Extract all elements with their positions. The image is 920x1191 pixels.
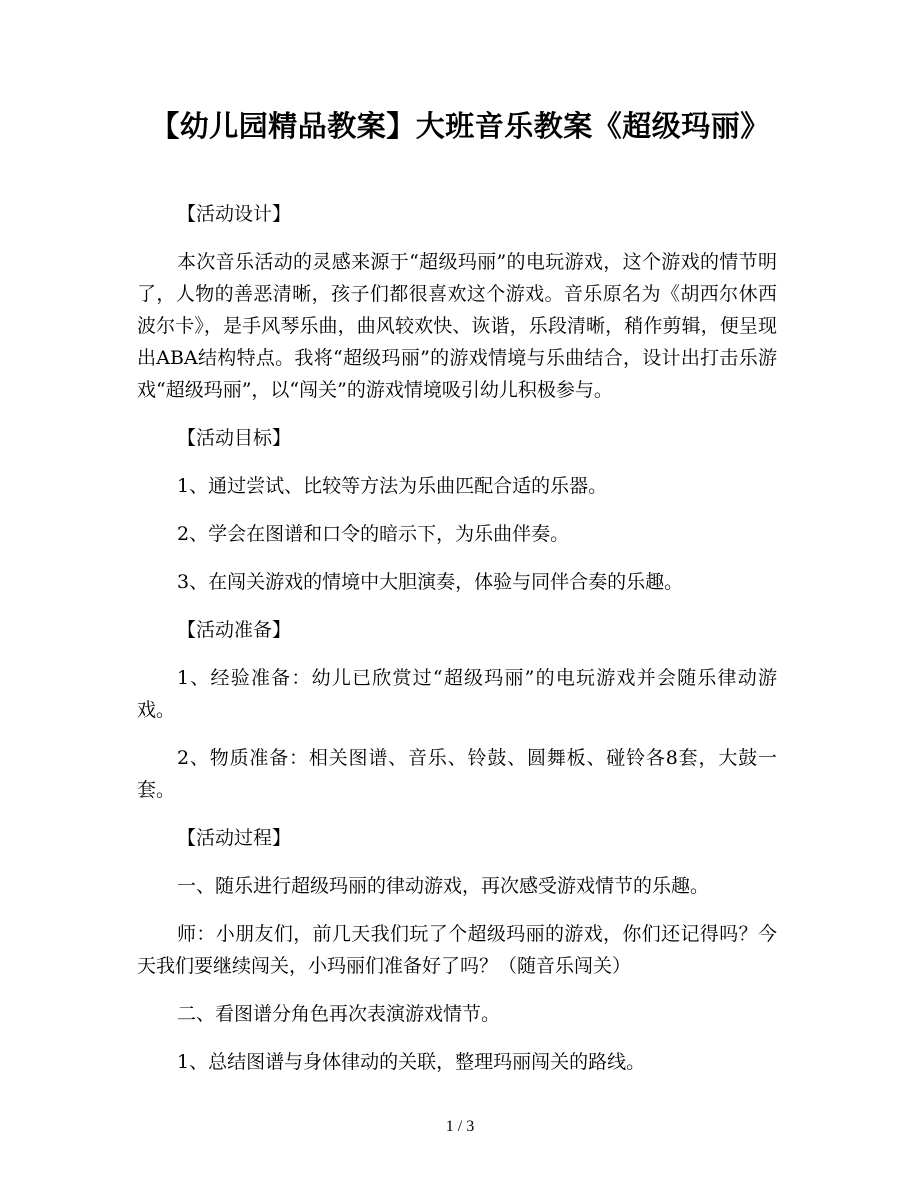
paragraph-activity-design: 本次音乐活动的灵感来源于“超级玛丽”的电玩游戏，这个游戏的情节明了，人物的善恶清晰，孩子们都很喜欢这个游戏。音乐原名为《胡西尔休西波尔卡》，是手风琴乐曲，曲风较欢快、诙谐，乐段清晰，稍作剪辑，便呈现出ABA结构特点。我将“超级玛丽”的游戏情境与乐曲结合，设计出打击乐游戏“超级玛丽”，以“闯关”的游戏情境吸引幼儿积极参与。 bbox=[137, 251, 777, 401]
section-heading-activity-preparation: 【活动准备】 bbox=[177, 619, 292, 641]
goal-item-3: 3、在闯关游戏的情境中大胆演奏，体验与同伴合奏的乐趣。 bbox=[177, 571, 684, 593]
section-heading-activity-goals: 【活动目标】 bbox=[177, 427, 292, 449]
process-substep-1: 1、总结图谱与身体律动的关联，整理玛丽闯关的路线。 bbox=[177, 1051, 646, 1073]
document-body bbox=[137, 198, 777, 1094]
section-heading-activity-process: 【活动过程】 bbox=[177, 827, 292, 849]
goal-item-2: 2、学会在图谱和口令的暗示下，为乐曲伴奏。 bbox=[177, 523, 570, 545]
process-step-1: 一、随乐进行超级玛丽的律动游戏，再次感受游戏情节的乐趣。 bbox=[177, 875, 710, 897]
preparation-item-2: 2、物质准备：相关图谱、音乐、铃鼓、圆舞板、碰铃各8套，大鼓一套。 bbox=[137, 747, 777, 801]
goal-item-1: 1、通过尝试、比较等方法为乐曲匹配合适的乐器。 bbox=[177, 475, 608, 497]
page-number: 1 / 3 bbox=[445, 1118, 475, 1135]
preparation-item-1: 1、经验准备：幼儿已欣赏过“超级玛丽”的电玩游戏并会随乐律动游戏。 bbox=[137, 667, 777, 721]
document-title: 【幼儿园精品教案】大班音乐教案《超级玛丽》 bbox=[150, 109, 770, 143]
teacher-dialogue: 师：小朋友们，前几天我们玩了个超级玛丽的游戏，你们还记得吗？今天我们要继续闯关，小玛丽们准备好了吗？（随音乐闯关） bbox=[137, 923, 777, 977]
process-step-2: 二、看图谱分角色再次表演游戏情节。 bbox=[177, 1003, 501, 1025]
section-heading-activity-design: 【活动设计】 bbox=[177, 203, 292, 225]
